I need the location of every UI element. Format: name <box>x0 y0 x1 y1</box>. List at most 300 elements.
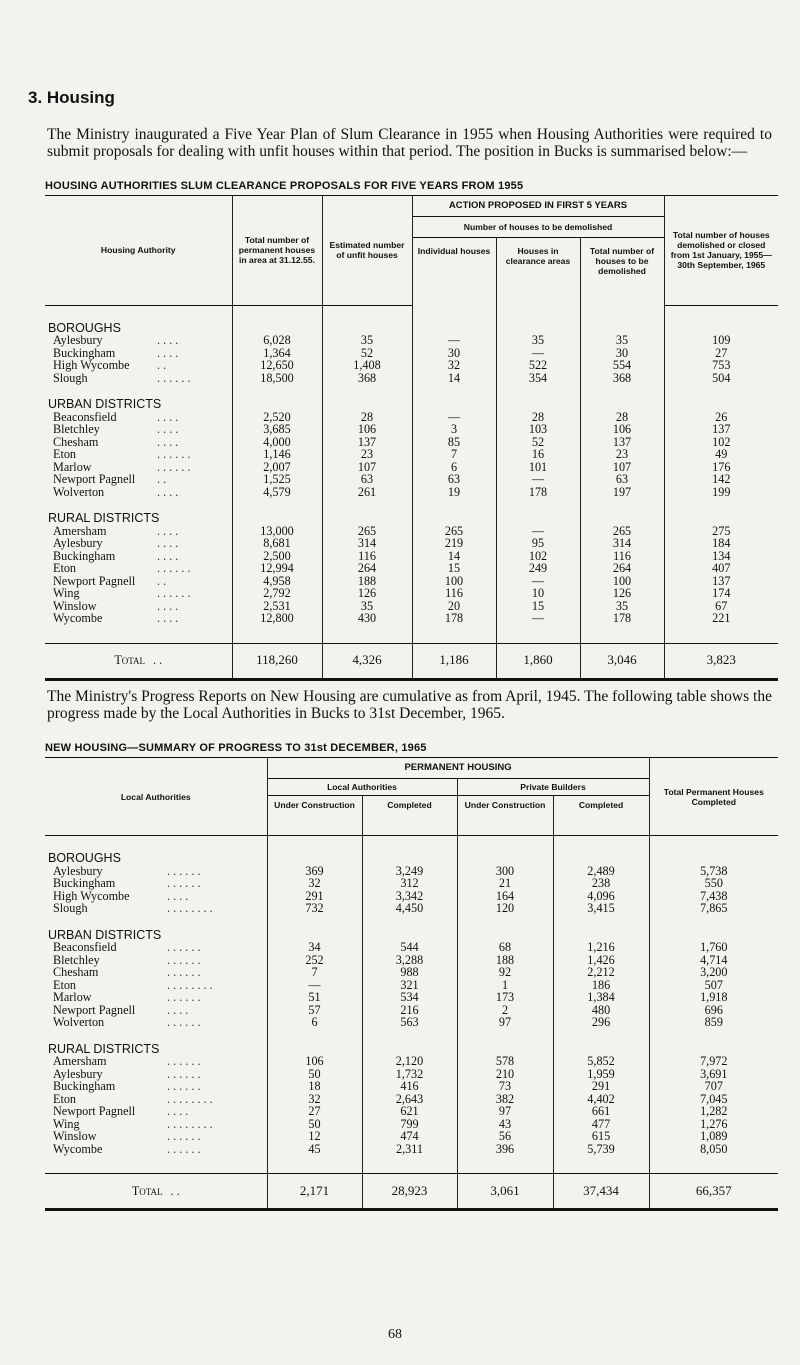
value-cell: 174 <box>664 587 778 600</box>
value-cell: 7,972 <box>649 1055 778 1068</box>
row-label-cell <box>45 1080 267 1093</box>
header-local-authorities: Local Authorities <box>45 758 267 836</box>
total-value-cell: 3,061 <box>457 1174 553 1210</box>
value-cell: 314 <box>322 537 412 550</box>
value-cell: 265 <box>412 525 496 538</box>
value-cell: 296 <box>553 1016 649 1029</box>
total-label-cell <box>45 1174 267 1210</box>
value-cell: 369 <box>267 865 362 878</box>
value-cell: 2,120 <box>362 1055 457 1068</box>
value-cell: 13,000 <box>232 525 322 538</box>
value-cell: 5,738 <box>649 865 778 878</box>
value-cell: 92 <box>457 966 553 979</box>
header-individual-houses: Individual houses <box>412 238 496 306</box>
table-row <box>45 600 778 613</box>
spacer-row <box>45 625 778 644</box>
value-cell: 354 <box>496 372 580 385</box>
value-cell: 265 <box>322 525 412 538</box>
value-cell: 188 <box>322 575 412 588</box>
value-cell: 35 <box>322 334 412 347</box>
value-cell: 534 <box>362 991 457 1004</box>
value-cell: 137 <box>664 423 778 436</box>
table-row <box>45 902 778 915</box>
value-cell: 4,958 <box>232 575 322 588</box>
header-total-completed: Total Permanent Houses Completed <box>649 758 778 836</box>
value-cell: 35 <box>580 334 664 347</box>
value-cell: — <box>496 525 580 538</box>
value-cell: 799 <box>362 1118 457 1131</box>
row-label-cell <box>45 612 232 625</box>
authority-name: Buckingham <box>53 876 116 890</box>
value-cell: 264 <box>580 562 664 575</box>
value-cell: 615 <box>553 1130 649 1143</box>
value-cell: 1 <box>457 979 553 992</box>
value-cell: 221 <box>664 612 778 625</box>
authority-name: Aylesbury <box>53 1066 103 1081</box>
header-la-under-construction: Under Construction <box>267 796 362 836</box>
value-cell: 219 <box>412 537 496 550</box>
value-cell: 34 <box>267 941 362 954</box>
authority-name: Marlow <box>53 990 92 1004</box>
value-cell: 3 <box>412 423 496 436</box>
table1-title-text: HOUSING AUTHORITIES SLUM CLEARANCE PROPOSALS FOR FIVE YEARS FROM 1955 <box>45 180 524 192</box>
table2-title <box>45 742 427 754</box>
total-dots: . . <box>170 1183 180 1198</box>
total-value-cell: 3,823 <box>664 643 778 679</box>
value-cell: 56 <box>457 1130 553 1143</box>
leader-dots: . . . . <box>157 345 179 360</box>
authority-name: Wycombe <box>53 611 103 625</box>
leader-dots: . . . . . . <box>167 1054 201 1068</box>
value-cell: 51 <box>267 991 362 1004</box>
leader-dots: . . . . . . <box>157 586 191 600</box>
section-header-row <box>45 852 778 865</box>
value-cell: 300 <box>457 865 553 878</box>
row-label-cell <box>45 372 232 385</box>
value-cell: 12,800 <box>232 612 322 625</box>
value-cell: 2,007 <box>232 461 322 474</box>
spacer-row <box>45 836 778 853</box>
value-cell: 50 <box>267 1118 362 1131</box>
value-cell: 4,000 <box>232 436 322 449</box>
value-cell: 477 <box>553 1118 649 1131</box>
leader-dots: . . . . . . <box>157 459 191 474</box>
leader-dots: . . . . . . <box>167 990 201 1004</box>
page-number: 68 <box>388 1327 402 1342</box>
total-row <box>45 643 778 679</box>
value-cell: 1,146 <box>232 448 322 461</box>
value-cell: 120 <box>457 902 553 915</box>
table-row <box>45 436 778 449</box>
value-cell: 2,311 <box>362 1143 457 1156</box>
value-cell: 3,249 <box>362 865 457 878</box>
table-row <box>45 423 778 436</box>
value-cell: 23 <box>580 448 664 461</box>
authority-name: High Wycombe <box>53 358 130 372</box>
table-row <box>45 334 778 347</box>
value-cell: 1,732 <box>362 1068 457 1081</box>
value-cell: 12 <box>267 1130 362 1143</box>
value-cell: 2,643 <box>362 1093 457 1106</box>
section-header-row <box>45 1029 778 1056</box>
value-cell: 100 <box>580 575 664 588</box>
value-cell: 35 <box>580 600 664 613</box>
table2-title-text: NEW HOUSING—SUMMARY OF PROGRESS TO 31st DECEMBER, 1965 <box>45 742 427 754</box>
authority-name: Slough <box>53 901 88 915</box>
value-cell: 176 <box>664 461 778 474</box>
table-row <box>45 612 778 625</box>
value-cell: 382 <box>457 1093 553 1106</box>
value-cell: 3,288 <box>362 954 457 967</box>
authority-name: Slough <box>53 370 88 385</box>
leader-dots: . . . . . . <box>157 561 191 575</box>
value-cell: — <box>412 411 496 424</box>
value-cell: 52 <box>496 436 580 449</box>
value-cell: 4,579 <box>232 486 322 499</box>
value-cell: 43 <box>457 1118 553 1131</box>
value-cell: 621 <box>362 1105 457 1118</box>
authority-name: Winslow <box>53 1129 97 1143</box>
authority-name: Buckingham <box>53 345 116 360</box>
value-cell: 264 <box>322 562 412 575</box>
value-cell: 314 <box>580 537 664 550</box>
value-cell: 28 <box>580 411 664 424</box>
value-cell: 1,384 <box>553 991 649 1004</box>
spacer-row <box>45 1155 778 1174</box>
header-pb-completed: Completed <box>553 796 649 836</box>
value-cell: 5,852 <box>553 1055 649 1068</box>
leader-dots: . . . . <box>157 523 179 538</box>
value-cell: 116 <box>322 550 412 563</box>
value-cell: 7,438 <box>649 890 778 903</box>
value-cell: 126 <box>580 587 664 600</box>
leader-dots: . . . . . . <box>157 447 191 461</box>
total-value-cell: 66,357 <box>649 1174 778 1210</box>
value-cell: 2,500 <box>232 550 322 563</box>
section-title: RURAL DISTRICTS <box>48 511 160 525</box>
header-pb-under-construction: Under Construction <box>457 796 553 836</box>
value-cell: 2,520 <box>232 411 322 424</box>
value-cell: 73 <box>457 1080 553 1093</box>
total-label: Total <box>131 1183 163 1198</box>
value-cell: 35 <box>496 334 580 347</box>
authority-name: Wing <box>53 586 80 600</box>
authority-name: Newport Pagnell <box>53 1104 136 1118</box>
value-cell: 45 <box>267 1143 362 1156</box>
value-cell: 97 <box>457 1105 553 1118</box>
value-cell: — <box>496 473 580 486</box>
table-row <box>45 575 778 588</box>
value-cell: 178 <box>580 612 664 625</box>
table-row <box>45 1143 778 1156</box>
value-cell: 107 <box>322 461 412 474</box>
header-total-to-demolish: Total number of houses to be demolished <box>580 238 664 306</box>
value-cell: 12,650 <box>232 359 322 372</box>
table1-title <box>45 180 523 192</box>
authority-name: Eton <box>53 447 77 461</box>
value-cell: 106 <box>322 423 412 436</box>
value-cell: 109 <box>664 334 778 347</box>
section-title: BOROUGHS <box>48 851 121 865</box>
value-cell: 2,531 <box>232 600 322 613</box>
value-cell: 4,450 <box>362 902 457 915</box>
leader-dots: . . . . <box>157 548 179 563</box>
table-row <box>45 1055 778 1068</box>
table-row <box>45 473 778 486</box>
total-label-cell <box>45 643 232 679</box>
value-cell: 544 <box>362 941 457 954</box>
section-header-row <box>45 915 778 942</box>
value-cell: 859 <box>649 1016 778 1029</box>
value-cell: 4,714 <box>649 954 778 967</box>
value-cell: 32 <box>267 1093 362 1106</box>
value-cell: 416 <box>362 1080 457 1093</box>
value-cell: 550 <box>649 877 778 890</box>
leader-dots: . . . . <box>157 484 179 499</box>
value-cell: 14 <box>412 550 496 563</box>
value-cell: 21 <box>457 877 553 890</box>
value-cell: 707 <box>649 1080 778 1093</box>
total-value-cell: 28,923 <box>362 1174 457 1210</box>
value-cell: 291 <box>267 890 362 903</box>
value-cell: 134 <box>664 550 778 563</box>
value-cell: 474 <box>362 1130 457 1143</box>
table-row <box>45 550 778 563</box>
value-cell: 3,415 <box>553 902 649 915</box>
value-cell: 30 <box>412 347 496 360</box>
value-cell: 563 <box>362 1016 457 1029</box>
value-cell: 49 <box>664 448 778 461</box>
value-cell: 4,096 <box>553 890 649 903</box>
value-cell: 188 <box>457 954 553 967</box>
total-value-cell: 4,326 <box>322 643 412 679</box>
leader-dots: . . . . <box>167 1002 189 1017</box>
value-cell: 85 <box>412 436 496 449</box>
value-cell: 210 <box>457 1068 553 1081</box>
value-cell: 199 <box>664 486 778 499</box>
row-label-cell <box>45 966 267 979</box>
authority-name: Wolverton <box>53 484 105 499</box>
leader-dots: . . . . . . . . <box>167 977 213 992</box>
header-demolished-closed: Total number of houses demolished or closed from 1st January, 1955—30th September, 1965 <box>664 196 778 306</box>
value-cell: 28 <box>496 411 580 424</box>
value-cell: 216 <box>362 1004 457 1017</box>
value-cell: 291 <box>553 1080 649 1093</box>
table-row <box>45 372 778 385</box>
value-cell: 368 <box>580 372 664 385</box>
table-row <box>45 486 778 499</box>
value-cell: 7 <box>412 448 496 461</box>
authority-name: Wing <box>53 1116 80 1131</box>
total-row <box>45 1174 778 1210</box>
value-cell: 15 <box>496 600 580 613</box>
authority-name: Aylesbury <box>53 333 103 347</box>
total-value-cell: 1,860 <box>496 643 580 679</box>
table-row <box>45 461 778 474</box>
value-cell: 578 <box>457 1055 553 1068</box>
leader-dots: . . . . . . . . <box>167 1091 213 1106</box>
value-cell: 238 <box>553 877 649 890</box>
section-header-row <box>45 322 778 335</box>
authority-name: Eton <box>53 977 77 992</box>
value-cell: 1,426 <box>553 954 649 967</box>
table-row <box>45 966 778 979</box>
value-cell: 7 <box>267 966 362 979</box>
header-clearance-areas: Houses in clearance areas <box>496 238 580 306</box>
second-paragraph: The Ministry's Progress Reports on New Housing are cumulative as from April, 1945. The following table shows the progress made by the Local Authorities in Bucks to 31st December, 1965. <box>47 688 772 722</box>
slum-clearance-table <box>45 195 778 681</box>
value-cell: 63 <box>580 473 664 486</box>
total-label: Total <box>114 653 146 668</box>
value-cell: 988 <box>362 966 457 979</box>
section-title: BOROUGHS <box>48 320 121 335</box>
leader-dots: . . <box>157 472 167 486</box>
row-label-cell <box>45 1143 267 1156</box>
authority-name: Aylesbury <box>53 863 103 878</box>
value-cell: 50 <box>267 1068 362 1081</box>
authority-name: Chesham <box>53 434 99 449</box>
leader-dots: . . . . . . <box>167 1079 201 1093</box>
value-cell: 265 <box>580 525 664 538</box>
value-cell: 1,760 <box>649 941 778 954</box>
value-cell: 6,028 <box>232 334 322 347</box>
value-cell: 1,282 <box>649 1105 778 1118</box>
value-cell: 32 <box>267 877 362 890</box>
value-cell: 116 <box>580 550 664 563</box>
header-action-proposed: ACTION PROPOSED IN FIRST 5 YEARS <box>412 196 664 217</box>
authority-name: Bletchley <box>53 422 100 436</box>
header-private-builders: Private Builders <box>457 779 649 796</box>
value-cell: 1,959 <box>553 1068 649 1081</box>
value-cell: 3,691 <box>649 1068 778 1081</box>
value-cell: 164 <box>457 890 553 903</box>
value-cell: 27 <box>267 1105 362 1118</box>
leader-dots: . . . . <box>157 333 179 347</box>
leader-dots: . . . . . . <box>167 1015 201 1029</box>
row-label-cell <box>45 902 267 915</box>
value-cell: 1,089 <box>649 1130 778 1143</box>
value-cell: 12,994 <box>232 562 322 575</box>
table-row <box>45 525 778 538</box>
leader-dots: . . . . . . <box>167 1066 201 1081</box>
value-cell: 10 <box>496 587 580 600</box>
value-cell: 3,685 <box>232 423 322 436</box>
leader-dots: . . . . . . <box>167 1129 201 1143</box>
leader-dots: . . . . . . . . <box>167 901 213 915</box>
leader-dots: . . . . . . <box>157 370 191 385</box>
value-cell: 261 <box>322 486 412 499</box>
leader-dots: . . . . <box>157 536 179 550</box>
value-cell: 732 <box>267 902 362 915</box>
table-row <box>45 941 778 954</box>
authority-name: Buckingham <box>53 1079 116 1093</box>
authority-name: Beaconsfield <box>53 940 117 954</box>
table-row <box>45 562 778 575</box>
table-row <box>45 1080 778 1093</box>
leader-dots: . . <box>157 358 167 372</box>
authority-name: Eton <box>53 561 77 575</box>
value-cell: 107 <box>580 461 664 474</box>
total-value-cell: 118,260 <box>232 643 322 679</box>
table-row <box>45 411 778 424</box>
authority-name: Buckingham <box>53 548 116 563</box>
value-cell: 753 <box>664 359 778 372</box>
authority-name: Newport Pagnell <box>53 1002 136 1017</box>
value-cell: 507 <box>649 979 778 992</box>
value-cell: 57 <box>267 1004 362 1017</box>
value-cell: 1,408 <box>322 359 412 372</box>
value-cell: 6 <box>267 1016 362 1029</box>
value-cell: 7,045 <box>649 1093 778 1106</box>
value-cell: 8,681 <box>232 537 322 550</box>
value-cell: 63 <box>412 473 496 486</box>
value-cell: 661 <box>553 1105 649 1118</box>
value-cell: — <box>496 347 580 360</box>
value-cell: 100 <box>412 575 496 588</box>
section-title: URBAN DISTRICTS <box>48 927 162 942</box>
authority-name: Eton <box>53 1091 77 1106</box>
authority-name: Amersham <box>53 523 107 538</box>
section-heading: 3. Housing <box>28 88 115 107</box>
leader-dots: . . . . <box>167 1104 189 1118</box>
value-cell: 19 <box>412 486 496 499</box>
value-cell: 63 <box>322 473 412 486</box>
value-cell: 178 <box>496 486 580 499</box>
value-cell: 396 <box>457 1143 553 1156</box>
total-dots: . . <box>153 653 163 668</box>
value-cell: 103 <box>496 423 580 436</box>
value-cell: 184 <box>664 537 778 550</box>
authority-name: Beaconsfield <box>53 409 117 424</box>
header-unfit-houses: Estimated number of unfit houses <box>322 196 412 306</box>
value-cell: 312 <box>362 877 457 890</box>
value-cell: 178 <box>412 612 496 625</box>
value-cell: — <box>412 334 496 347</box>
value-cell: 275 <box>664 525 778 538</box>
value-cell: 102 <box>664 436 778 449</box>
leader-dots: . . . . . . . . <box>167 1116 213 1131</box>
value-cell: 173 <box>457 991 553 1004</box>
leader-dots: . . . . . . <box>167 965 201 979</box>
value-cell: 23 <box>322 448 412 461</box>
value-cell: 35 <box>322 600 412 613</box>
value-cell: 696 <box>649 1004 778 1017</box>
value-cell: 18 <box>267 1080 362 1093</box>
header-permanent-housing: PERMANENT HOUSING <box>267 758 649 779</box>
section-header-row <box>45 384 778 411</box>
value-cell: 8,050 <box>649 1143 778 1156</box>
value-cell: 18,500 <box>232 372 322 385</box>
value-cell: 101 <box>496 461 580 474</box>
authority-name: Winslow <box>53 598 97 613</box>
value-cell: 1,918 <box>649 991 778 1004</box>
value-cell: 14 <box>412 372 496 385</box>
value-cell: 368 <box>322 372 412 385</box>
value-cell: 137 <box>664 575 778 588</box>
header-permanent-houses: Total number of permanent houses in area at 31.12.55. <box>232 196 322 306</box>
authority-name: Wolverton <box>53 1015 105 1029</box>
value-cell: 20 <box>412 600 496 613</box>
value-cell: 249 <box>496 562 580 575</box>
leader-dots: . . . . <box>157 611 179 625</box>
header-local-authorities-group: Local Authorities <box>267 779 457 796</box>
total-value-cell: 2,171 <box>267 1174 362 1210</box>
value-cell: 197 <box>580 486 664 499</box>
section-title: RURAL DISTRICTS <box>48 1041 160 1056</box>
table-row <box>45 877 778 890</box>
value-cell: 142 <box>664 473 778 486</box>
leader-dots: . . . . . . <box>167 863 201 878</box>
